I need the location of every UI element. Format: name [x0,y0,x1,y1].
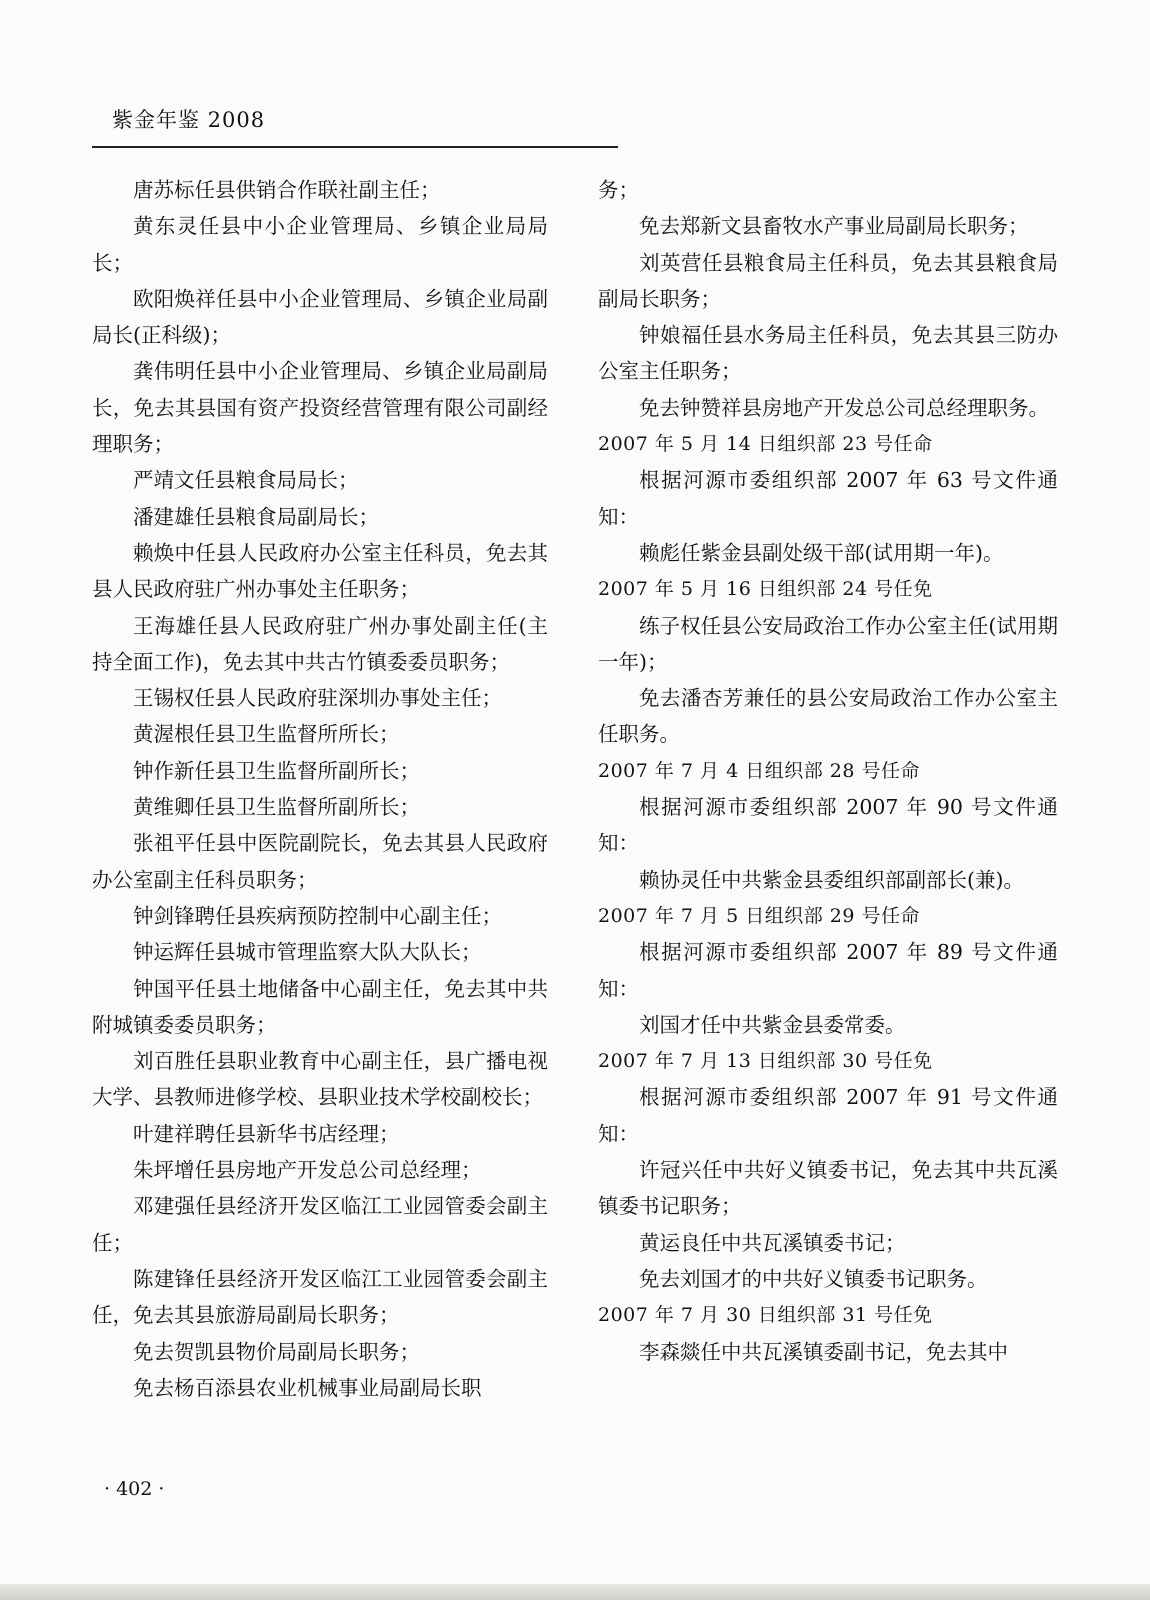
appointment-dateline: 2007 年 7 月 4 日组织部 28 号任命 [598,759,920,782]
paragraph: 免去钟赞祥县房地产开发总公司总经理职务。 [639,395,1049,420]
paragraph: 钟运辉任县城市管理监察大队大队长； [133,940,482,965]
paragraph: 唐苏标任县供销合作联社副主任； [133,178,441,202]
paragraph: 赖彪任紫金县副处级干部(试用期一年)。 [639,540,1004,565]
paragraph: 根据河源市委组织部 2007 年 91 号文件通知： [598,1085,1058,1146]
left-column [92,172,548,1406]
paragraph: 张祖平任县中医院副院长，免去其县人民政府办公室副主任科员职务； [92,831,548,892]
paragraph: 王锡权任县人民政府驻深圳办事处主任； [133,686,502,711]
paragraph: 练子权任县公安局政治工作办公室主任(试用期一年)； [598,613,1058,674]
paragraph: 叶建祥聘任县新华书店经理； [133,1121,400,1146]
paragraph: 刘百胜任县职业教育中心副主任，县广播电视大学、县教师进修学校、县职业技术学校副校长； [92,1049,548,1110]
paragraph: 王海雄任县人民政府驻广州办事处副主任(主持全面工作)，免去其中共古竹镇委委员职务； [92,613,548,674]
paragraph: 龚伟明任县中小企业管理局、乡镇企业局副局长，免去其县国有资产投资经营管理有限公司副经理职务； [92,359,548,457]
paragraph: 钟国平任县土地储备中心副主任，免去其中共附城镇委委员职务； [92,976,548,1037]
appointment-dateline: 2007 年 7 月 13 日组织部 30 号任免 [598,1050,933,1073]
paragraph: 钟作新任县卫生监督所副所长； [133,758,420,783]
paragraph: 刘英营任县粮食局主任科员，免去其县粮食局副局长职务； [598,250,1058,311]
paragraph: 朱坪增任县房地产开发总公司总经理； [133,1158,482,1183]
paragraph: 根据河源市委组织部 2007 年 89 号文件通知： [598,940,1058,1001]
paragraph: 黄东灵任县中小企业管理局、乡镇企业局局长； [92,214,548,275]
scan-bottom-edge [0,1584,1150,1600]
paragraph: 黄运良任中共瓦溪镇委书记； [639,1230,906,1255]
paragraph: 欧阳焕祥任县中小企业管理局、乡镇企业局副局长(正科级)； [92,286,548,348]
page-number: · 402 · [104,1478,165,1500]
running-head: 紫金年鉴 2008 [112,108,266,132]
paragraph: 严靖文任县粮食局局长； [133,468,359,493]
paragraph: 钟剑锋聘任县疾病预防控制中心副主任； [133,903,502,928]
header-rule [92,146,618,148]
paragraph: 邓建强任县经济开发区临江工业园管委会副主任； [92,1194,548,1255]
paragraph: 根据河源市委组织部 2007 年 63 号文件通知： [598,468,1058,529]
paragraph: 免去刘国才的中共好义镇委书记职务。 [639,1266,988,1291]
paragraph: 李森燚任中共瓦溪镇委副书记，免去其中 [639,1339,1008,1364]
right-column [598,172,1058,1370]
paragraph: 根据河源市委组织部 2007 年 90 号文件通知： [598,795,1058,856]
paragraph: 赖焕中任县人民政府办公室主任科员，免去其县人民政府驻广州办事处主任职务； [92,540,548,602]
paragraph: 陈建锋任县经济开发区临江工业园管委会副主任，免去其县旅游局副局长职务； [92,1266,548,1328]
paragraph: 赖协灵任中共紫金县委组织部副部长(兼)。 [639,867,1024,892]
paragraph: 刘国才任中共紫金县委常委。 [639,1012,906,1037]
paragraph: 许冠兴任中共好义镇委书记，免去其中共瓦溪镇委书记职务； [598,1158,1058,1219]
paragraph: 免去郑新文县畜牧水产事业局副局长职务； [639,214,1029,239]
paragraph: 免去贺凯县物价局副局长职务； [133,1339,420,1364]
appointment-dateline: 2007 年 7 月 30 日组织部 31 号任免 [598,1304,933,1327]
paragraph: 免去潘杏芳兼任的县公安局政治工作办公室主任职务。 [598,686,1058,747]
paragraph: 黄渥根任县卫生监督所所长； [133,722,400,747]
continuation-text: 务； [598,178,639,202]
appointment-dateline: 2007 年 7 月 5 日组织部 29 号任命 [598,904,920,927]
paragraph: 黄维卿任县卫生监督所副所长； [133,795,420,820]
paragraph: 潘建雄任县粮食局副局长； [133,504,379,529]
appointment-dateline: 2007 年 5 月 16 日组织部 24 号任免 [598,578,933,601]
paragraph: 免去杨百添县农业机械事业局副局长职 [133,1375,482,1400]
paragraph: 钟娘福任县水务局主任科员，免去其县三防办公室主任职务； [598,323,1058,384]
appointment-dateline: 2007 年 5 月 14 日组织部 23 号任命 [598,433,933,456]
